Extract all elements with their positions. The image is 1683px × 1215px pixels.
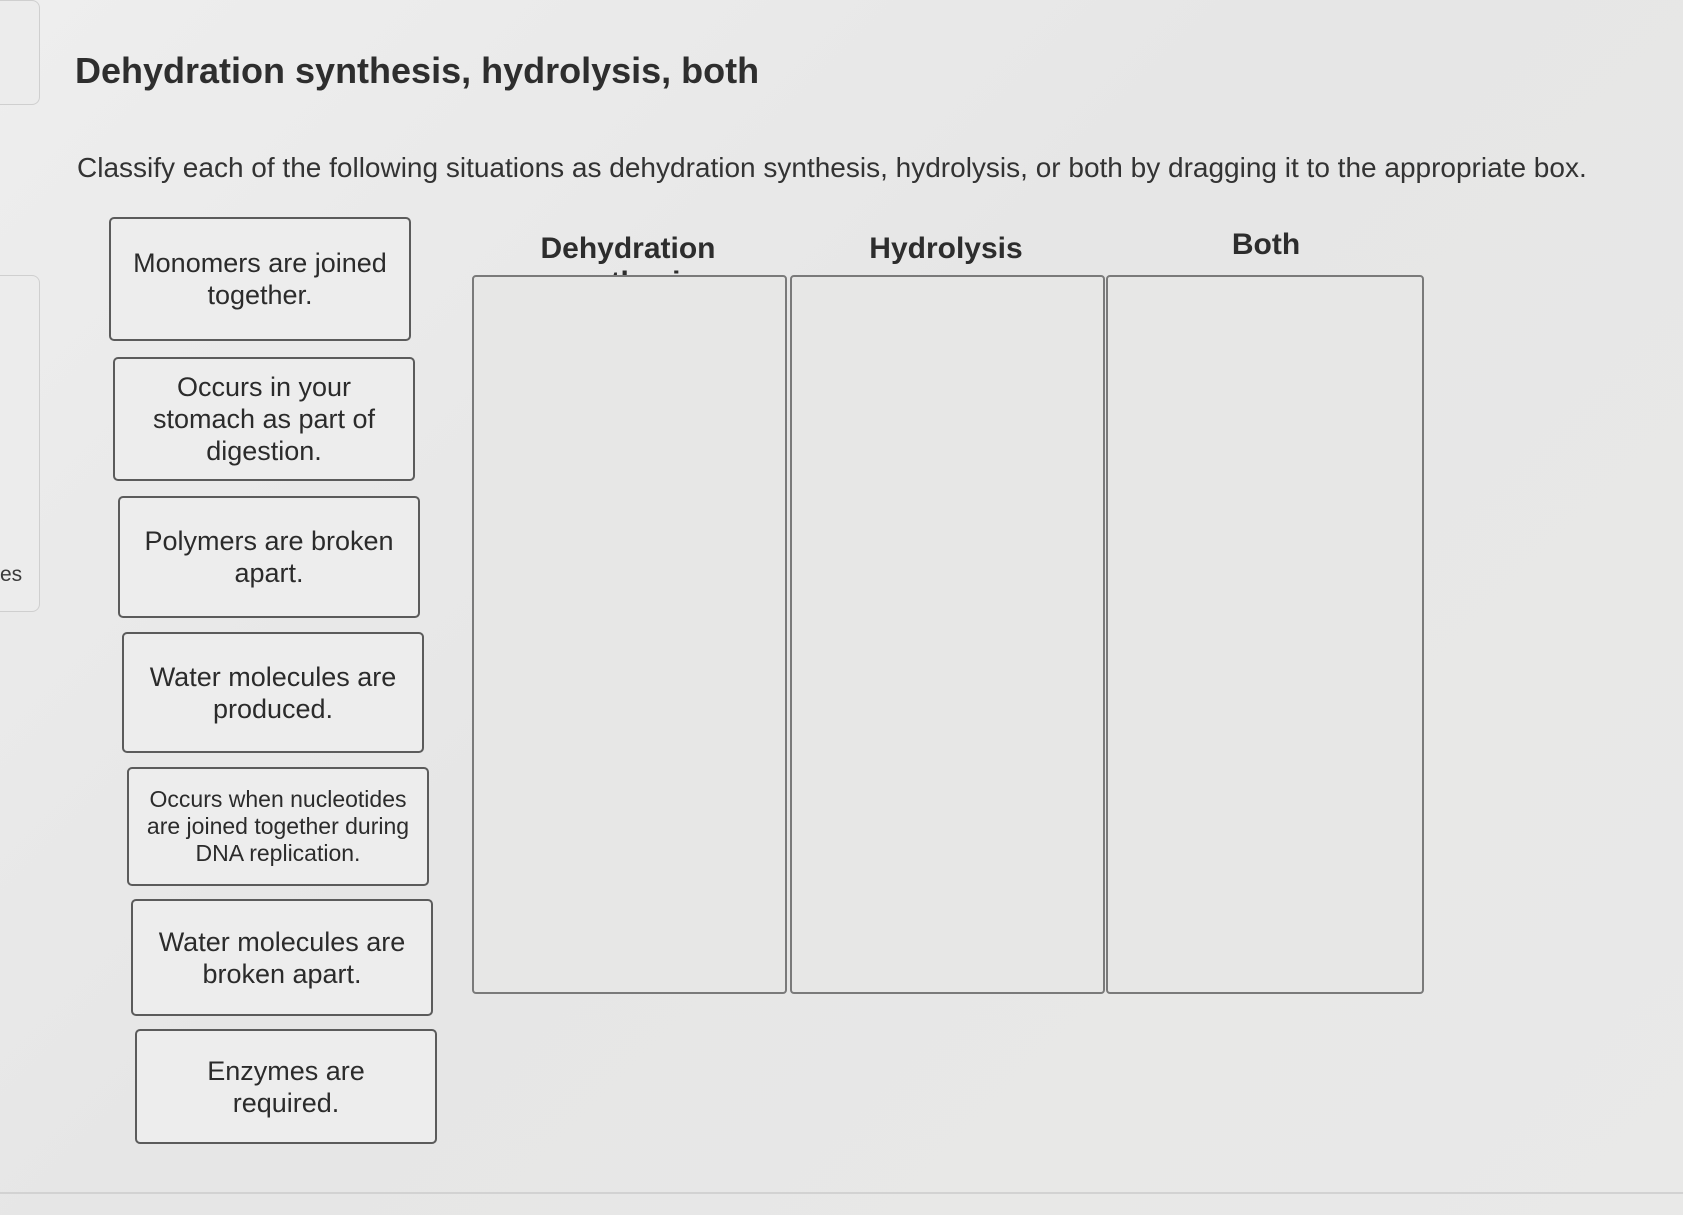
side-panel-label: es [0,563,23,586]
side-panel-tab-top[interactable] [0,0,40,105]
instructions: Classify each of the following situations as dehydration synthesis, hydrolysis, or both by dragging it to the appropriate box. [77,152,1587,183]
side-panel-tab[interactable] [0,275,40,612]
draggable-item[interactable]: Enzymes are required. [135,1029,437,1144]
drop-zone-both[interactable] [1106,275,1424,994]
draggable-item[interactable]: Water molecules are broken apart. [131,899,433,1016]
bin-header-hydrolysis: Hydrolysis [869,232,1023,265]
bin-header-dehydration-synthesis: Dehydration [540,232,716,265]
draggable-item[interactable]: Monomers are joined together. [109,217,411,341]
drop-zone-hydrolysis[interactable] [790,275,1105,994]
drop-zone-dehydration-synthesis[interactable] [472,275,787,994]
draggable-item[interactable]: Occurs when nucleotides are joined together during DNA replication. [127,767,429,886]
draggable-item[interactable]: Occurs in your stomach as part of digestion. [113,357,415,481]
page-title: Dehydration synthesis, hydrolysis, both [75,50,760,91]
bottom-divider [0,1192,1683,1194]
draggable-item[interactable]: Polymers are broken apart. [118,496,420,618]
bin-header-both: Both [1231,228,1301,261]
draggable-item[interactable]: Water molecules are produced. [122,632,424,753]
